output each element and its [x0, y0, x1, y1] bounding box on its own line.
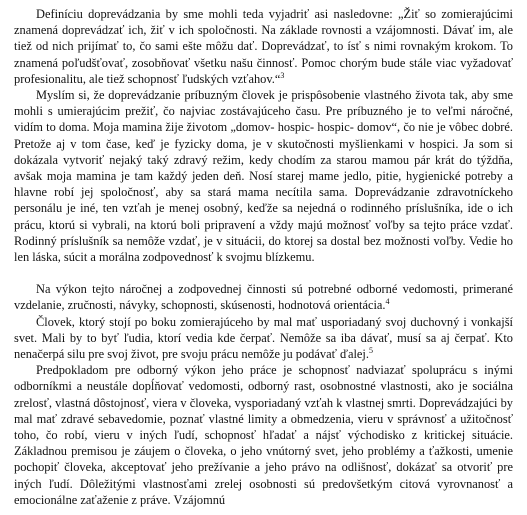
paragraph-definition: [14, 6, 513, 87]
paragraph-requirements: [14, 281, 513, 313]
paragraph-personal-view: [14, 87, 513, 265]
paragraph-text: Predpokladom pre odborný výkon jeho práce je schopnosť nadviazať spoluprácu s inými odborníkmi a neustále dopĺňovať vedomosti, odborný rast, osobnostné vlastnosti, ako je sociálna zrelosť, vlastná dôstojnosť, viera v človeka, vysporiadaný vzťah k vlastnej smrti. Doprevádzajúci by mal mať zdravé sebavedomie, poznať vlastné limity a obmedzenia, vieru v správnosť a užitočnosť toho, čo robí, vieru v iných ľudí, schopnosť hľadať a nájsť východisko z kritickej situácie. Základnou premisou je záujem o človeka, o jeho vnútorný svet, jeho problémy a ťažkosti, umenie pochopiť človeka, akceptovať jeho prežívanie a jeho právo na odlišnosť, dokázať sa otvoriť pre iných ľudí. Dôležitými vlastnosťami zrelej osobnosti sú predovšetkým citová vyrovnanosť a emocionálne zaťaženie z práve. Vzájomnú: [14, 363, 513, 507]
paragraph-inner-world: [14, 314, 513, 363]
footnote-marker: 3: [280, 70, 285, 80]
paragraph-prerequisites: [14, 362, 513, 508]
footnote-marker: 4: [385, 297, 390, 307]
paragraph-text: Definíciu doprevádzania by sme mohli teda vyjadriť asi nasledovne: „Žiť so zomierajúcimi znamená doprevádzať ich, žiť v ich spoločnosti. Na základe rovnosti a vzájomnosti. Dávať im, ale tiež od nich prijímať to, čo sami ešte môžu dať. Doprevádzať, to ísť s nimi rovnakým krokom. To znamená poľudšťovať, zosobňovať všetku našu činnosť. Pomoc chorým bude stále viac vyžadovať profesionalitu, ale tiež schopnosť ľudských vzťahov.“: [14, 7, 513, 86]
paragraph-text: Na výkon tejto náročnej a zodpovednej činnosti sú potrebné odborné vedomosti, primerané vzdelanie, zručnosti, návyky, schopnosti, skúsenosti, hodnotová orientácia.: [14, 282, 513, 313]
paragraph-text: Myslím si, že doprevádzanie príbuzným človek je prispôsobenie vlastného života tak, aby sme mohli s umierajúcim prežiť, čo najviac zostávajúceho času. Pre príbuzného je to veľmi náročné, vidím to doma. Moja mamina žije životom „domov- hospic- hospic- domov“, čo nie je vôbec dobré. Pretože aj v tom čase, keď je fyzicky doma, je v skutočnosti myšlienkami v hospici. Ja som si dokázala vytvoriť nejaký taký zdravý režim, kedy chodím za starou mamou pár krát do týždňa, avšak moja mamina je tam každý jeden deň. Nosí starej mame jedlo, pitie, hygienické potreby a hlavne robí jej spoločnosť, aby sa stará mama necítila sama. Doprevádzanie zdravotníckeho personálu je iné, ten vzťah je menej osobný, keďže sa nejedná o rodinného príslušníka, ide o ich prácu, ktorú si vybrali, na ktorú boli pripravení a vždy majú možnosť voľby sa tejto práce vzdať. Rodinný príslušník sa nemôže vzdať, je v situácii, do ktorej sa dostal bez možnosti voľby. Vedie ho len láska, súcit a morálna zodpovednosť k svojmu blízkemu.: [14, 88, 513, 265]
footnote-marker: 5: [368, 345, 373, 355]
paragraph-text: Človek, ktorý stojí po boku zomierajúceho by mal mať usporiadaný svoj duchovný i vonkajší svet. Mali by to byť ľudia, ktorí vedia kde čerpať. Nemôže sa iba dávať, musí sa aj čerpať. Kto nenačerpá silu pre svoj život, pre svoju prácu nemôže ju podávať ďalej.: [14, 314, 513, 362]
paragraph-gap: [14, 265, 513, 281]
